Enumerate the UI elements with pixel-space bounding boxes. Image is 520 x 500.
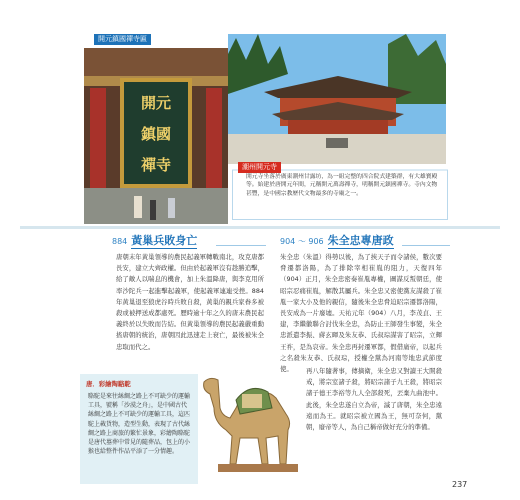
camel-sidebar [80, 374, 198, 484]
sidebar-caption: 唐．彩繪陶駱駝 [86, 380, 131, 388]
right-section-text-continued: 再八年隨著事，傳摘衛，朱全忠又對讀王大開殺戒，將宗室諸子殺，將昭宗諸子九王殺，將昭宗諸子德王李裕等九人全部殺死，丟棄九曲池中。此後，朱全忠遂自立為帝，滅了唐朝，朱全忠遠遠而為王。就昭宗被立國為王，無可奈何，黨朝，廢帝等人，為自己稱帝做好充分的準備。 [306, 367, 442, 432]
camel-figurine-photo [196, 364, 304, 480]
left-section-text: 唐朝末年黃巢領導的農民起義軍轉戰南北，攻克唐都長安，建立大齊政權。但由於起義軍沒有趁勝追擊，給了敵人以喘息的機會，加上朱溫降唐，與李克用所率沙陀兵一起進擊起義軍，使起義軍連連受挫。884年黃巢退至狼虎谷時兵敗自殺，黃巢的親兵家眷多被殺或被押送成都處死。歷時逾十年之久的唐末農民起義終於以失敗而告結。但黃巢領導的農民起義嚴重動搖唐朝的統治，唐朝因此迅速走上衰亡，最後被朱全忠取而代之。 [116, 253, 264, 351]
heading-rule [216, 245, 266, 246]
temple-photo [228, 34, 446, 164]
sidebar-text: 駱駝是來往絲綢之路上不可缺少的運輸工具，號稱「沙漠之舟」，是中國古代絲綢之路上不可缺少的運輸工具，這匹駝上載貨物，造型生動，表現了古代絲綢之路上商旅的繁忙景象，彩繪陶駱駝是唐代墓葬中常見的隨葬品，包上的小猴也給整件作品平添了一分情趣。 [88, 393, 191, 456]
camel-figurine-illustration [196, 364, 304, 480]
section-year: 904 ～ 906 [280, 237, 324, 246]
heading-rule [402, 245, 450, 246]
plaque-line: 鎮國 [140, 125, 171, 143]
left-section-heading [112, 232, 266, 246]
section-year: 884 [112, 237, 128, 246]
temple-caption: 潮州開元寺 [238, 162, 281, 173]
temple-info-box [232, 162, 448, 220]
right-section-text: 朱全忠（朱溫）得勢以後，為了挾天子而令諸侯，數次要脅遷都洛陽，為了排除宰相崔胤的阻力，天復四年（904）正月，朱全忠密奏崔胤專權，圖謀反叛朝廷，使昭宗忍痛崔胤，解散其屬兵。朱全忠又密使黨友謀殺了崔胤一家大小及他的親信，隨後朱全忠脅迫昭宗遷都洛陽，長安成為一片廢墟。天祐元年（904）八月，李茂貞、王建，李繼徽聯合討伐朱全忠，為防止王師發生事變，朱全忠派遣李振、蔣玄暉及朱友恭、氏叔琮謀害了昭宗，立輝王祚，是為哀帝。朱全忠再封遷軍都，假借廣帝，以起兵之名殺朱友恭、氏叔琮，授權全黨為河南等地忠武節度使。 [280, 253, 442, 374]
section-title: 朱全忠專唐政 [327, 234, 394, 247]
temple-info-text: 開元寺坐落於廣東潮州甘露坊，為一組完整的四合院式建築群，有大雄寶殿等。始建於唐開元年間，元稱開元萬壽禪寺，明稱開元鎮國禪寺。寺內文物甚豐，是中國宗教歷代文物最多的寺廟之一。 [246, 174, 438, 197]
page-number: 237 [452, 480, 468, 489]
right-section-heading [280, 232, 450, 246]
plaque-text [128, 88, 184, 181]
section-title: 黃巢兵敗身亡 [131, 234, 198, 247]
plaque-line: 禪寺 [140, 156, 171, 174]
temple-hall-illustration [228, 34, 446, 164]
gate-caption: 開元鎮國禪寺匾 [94, 34, 151, 45]
temple-gate-photo [84, 48, 228, 224]
section-divider [20, 226, 500, 229]
plaque-line: 開元 [140, 94, 171, 112]
